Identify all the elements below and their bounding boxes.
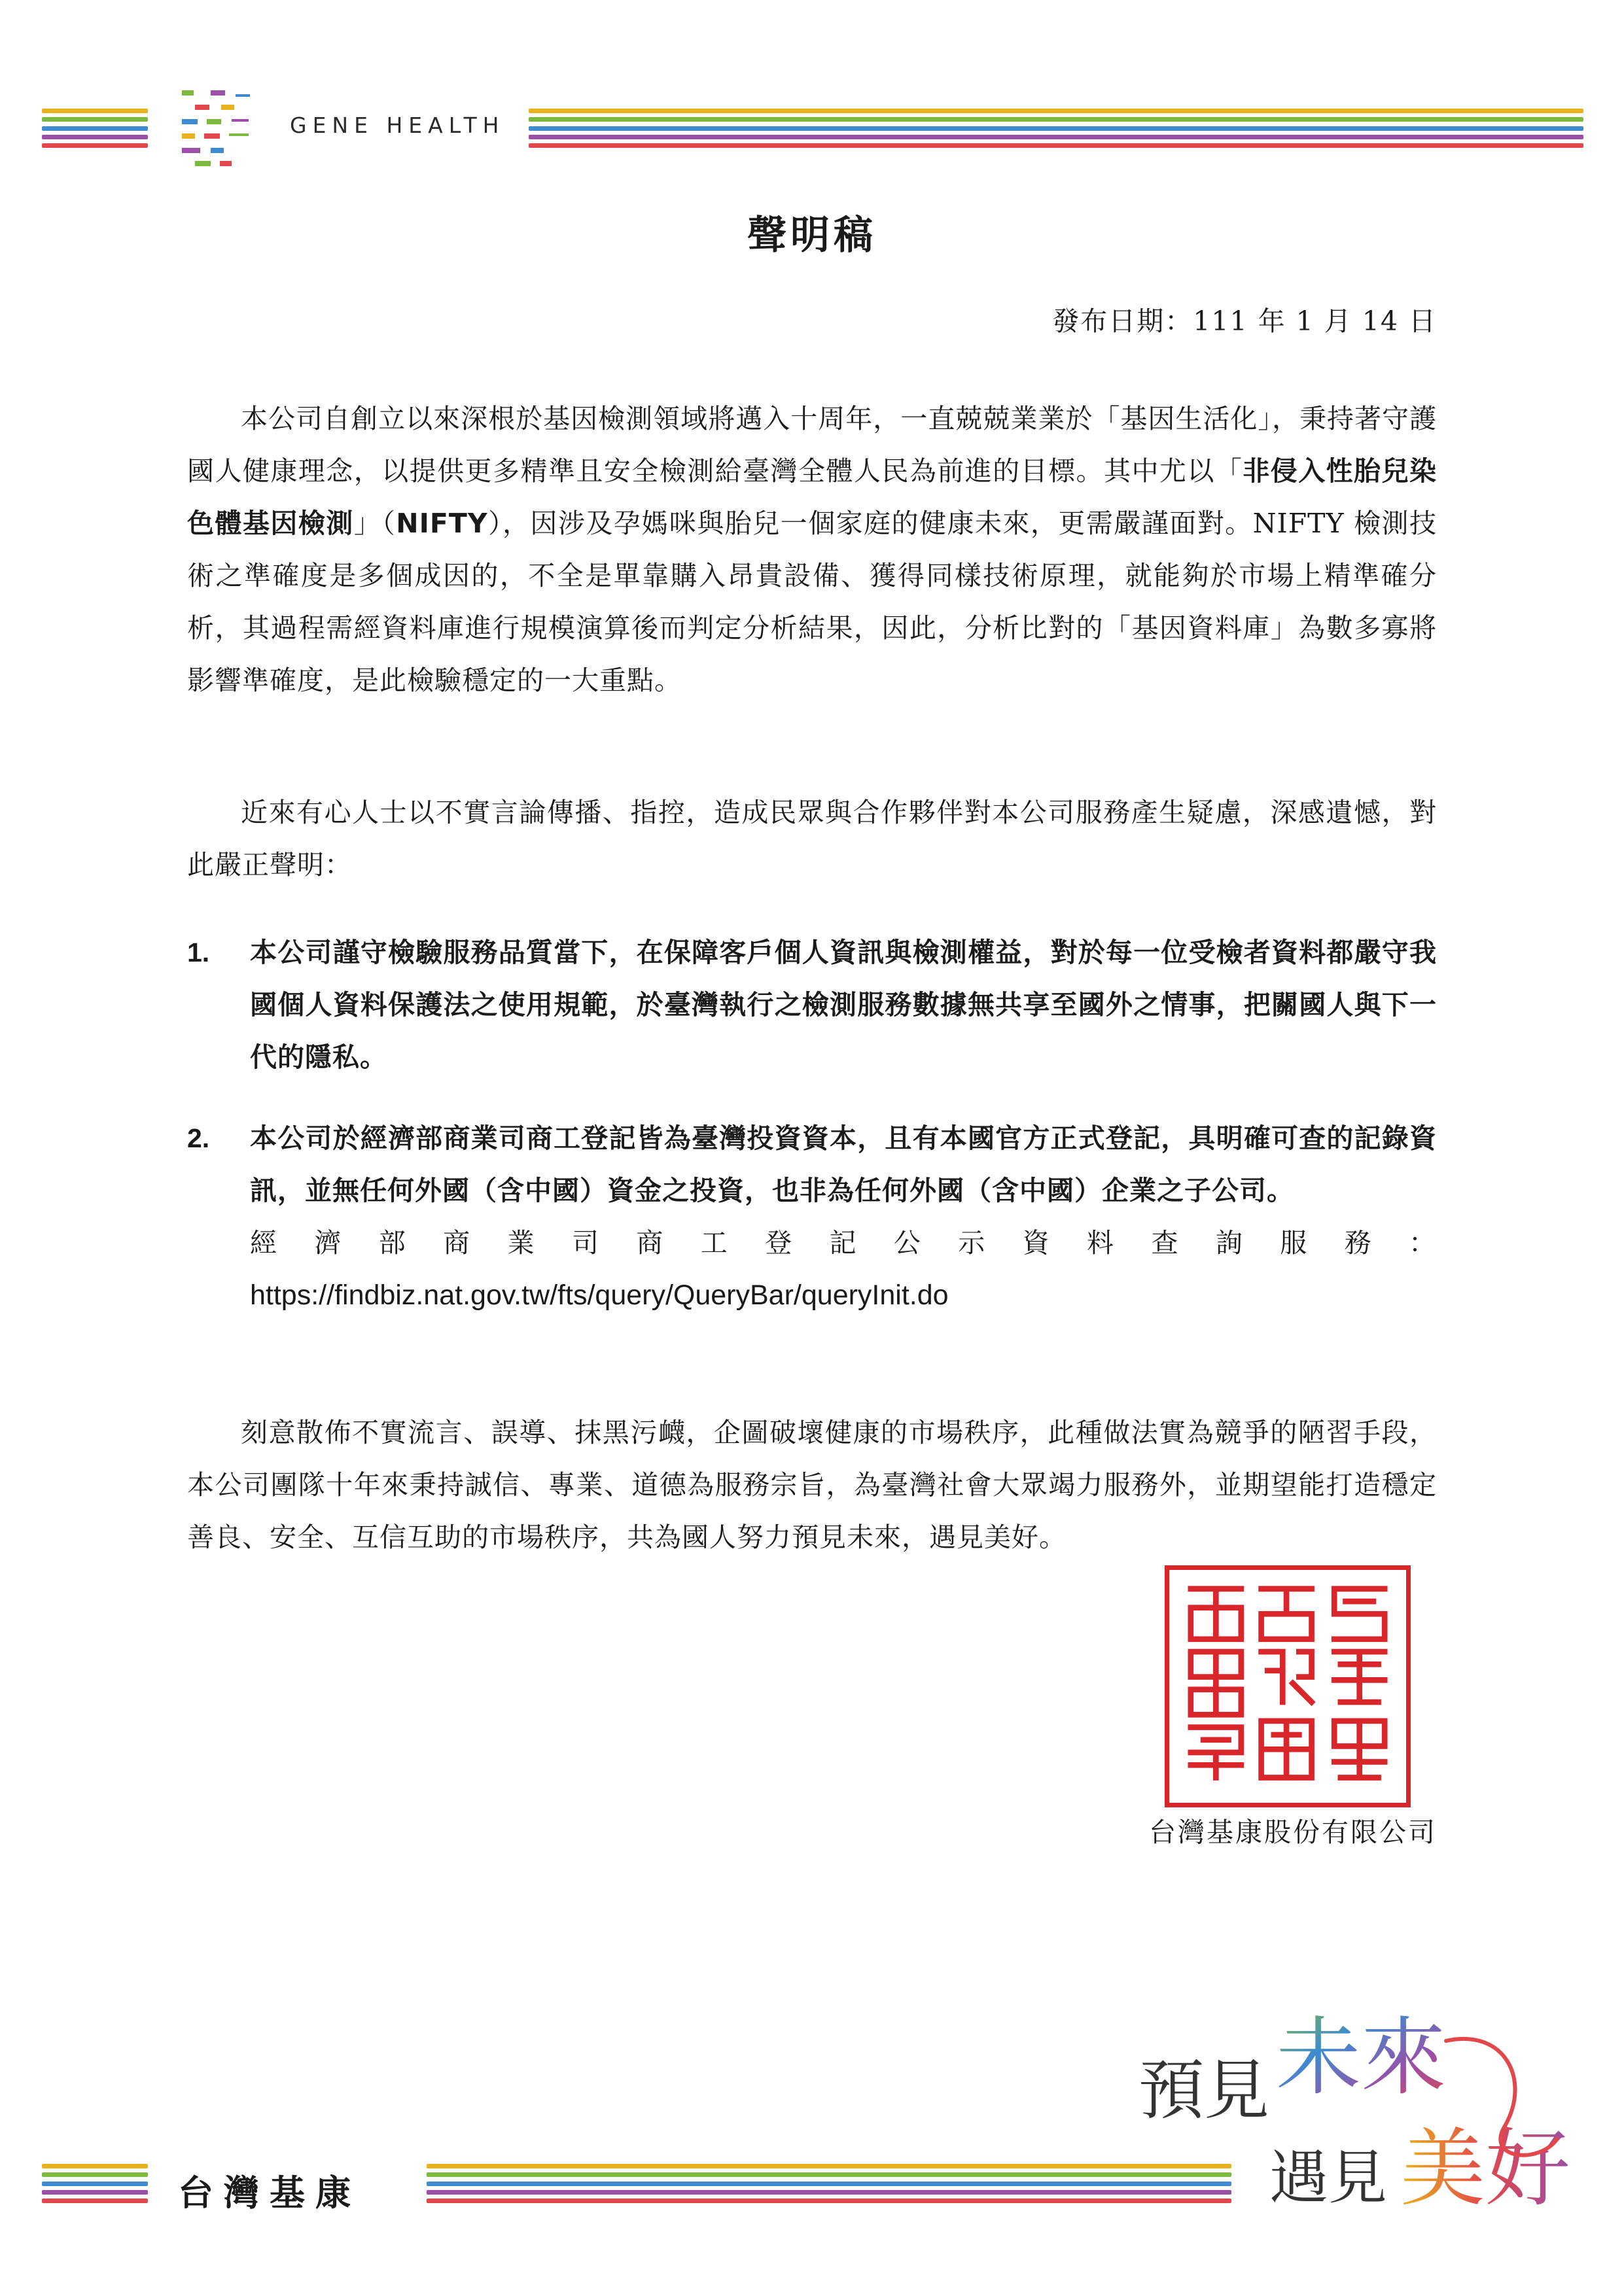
intro-text [187, 392, 1437, 706]
stripe [529, 117, 1583, 122]
header-stripes-right [529, 109, 1583, 148]
brand-name: GENE HEALTH [290, 113, 505, 138]
stripe [529, 135, 1583, 139]
stripe [42, 126, 148, 131]
stripe [42, 2190, 148, 2195]
footer-company-name: 台灣基康 [178, 2172, 361, 2214]
nifty-abbr: NIFTY [396, 508, 488, 539]
stripe [42, 109, 148, 113]
registry-url-link[interactable]: https://findbiz.nat.gov.tw/fts/query/QueryBar/queryInit.do [250, 1279, 949, 1311]
stripe [42, 2172, 148, 2177]
nifty-full-name: 非侵入性胎兒染色體基因檢測 [187, 455, 1438, 539]
gene-health-logo-icon [181, 88, 253, 167]
stripe [42, 2182, 148, 2186]
stripe [529, 126, 1583, 131]
slogan-artwork [1139, 2002, 1597, 2237]
intro-text-part: 」（ [353, 508, 397, 539]
stripe [42, 135, 148, 139]
release-date: 發布日期：111 年 1 月 14 日 [1052, 305, 1437, 337]
footer-stripes-right [427, 2164, 1231, 2203]
stripe [42, 143, 148, 148]
company-name: 台灣基康股份有限公司 [1149, 1817, 1437, 1848]
stripe [42, 2199, 148, 2203]
statement-item-1 [187, 926, 1437, 1083]
stripe [529, 109, 1583, 113]
paragraph-closing [187, 1406, 1437, 1563]
stripe [427, 2164, 1231, 2168]
stripe [427, 2182, 1231, 2186]
statement-lead-text: 近來有心人士以不實言論傳播、指控，造成民眾與合作夥伴對本公司服務產生疑慮，深感遺憾，對此嚴正聲明： [187, 797, 1437, 880]
item-text: 本公司謹守檢驗服務品質當下，在保障客戶個人資訊與檢測權益，對於每一位受檢者資料都嚴守我國個人資料保護法之使用規範，於臺灣執行之檢測服務數據無共享至國外之情事，把關國人與下一代的隱私。 [250, 937, 1437, 1073]
stripe [427, 2172, 1231, 2177]
document-title: 聲明稿 [747, 213, 877, 258]
statement-item-2 [187, 1112, 1437, 1321]
stripe [529, 143, 1583, 148]
slogan-line1-prefix: 預見 [1139, 2052, 1269, 2129]
footer-stripes-left [42, 2164, 148, 2203]
intro-text-part: ），因涉及孕媽咪與胎兒一個家庭的健康未來，更需嚴謹面對。NIFTY 檢測技術之準確度是多個成因的，不全是單靠購入昂貴設備、獲得同樣技術原理，就能夠於市場上精準確分析，其過程需經資料庫進行規模演算後而判定分析結果，因此，分析比對的「基因資料庫」為數多寡將影響準確度，是此檢驗穩定的一大重點。 [187, 508, 1438, 696]
company-seal-stamp [1165, 1565, 1411, 1807]
stripe [42, 117, 148, 122]
slogan-line1-highlight: 未來 [1276, 2008, 1447, 2107]
paragraph-statement-lead [187, 786, 1437, 891]
item-number: 1. [187, 937, 210, 967]
slogan-line2-highlight: 美好 [1400, 2119, 1571, 2218]
item-number: 2. [187, 1123, 210, 1153]
item-text: 本公司於經濟部商業司商工登記皆為臺灣投資資本，且有本國官方正式登記，具明確可查的記錄資訊，並無任何外國（含中國）資金之投資，也非為任何外國（含中國）企業之子公司。 [250, 1122, 1437, 1206]
stripe [42, 2164, 148, 2168]
paragraph-intro [187, 392, 1437, 706]
closing-text: 刻意散佈不實流言、誤導、抹黑污衊，企圖破壞健康的市場秩序，此種做法實為競爭的陋習手段，本公司團隊十年來秉持誠信、專業、道德為服務宗旨，為臺灣社會大眾竭力服務外，並期望能打造穩定善良、安全、互信互助的市場秩序，共為國人努力預見未來，遇見美好。 [187, 1417, 1437, 1553]
slogan-line2-prefix: 遇見 [1269, 2144, 1387, 2212]
stripe [427, 2199, 1231, 2203]
header-stripes-left [42, 109, 148, 148]
registry-lookup-label: 經濟部商業司商工登記公示資料查詢服務： [250, 1227, 1437, 1259]
stripe [427, 2190, 1231, 2195]
intro-text-part: 本公司自創立以來深根於基因檢測領域將邁入十周年，一直兢兢業業於「基因生活化」，秉持著守護國人健康理念，以提供更多精準且安全檢測給臺灣全體人民為前進的目標。其中尤以「 [187, 403, 1437, 487]
